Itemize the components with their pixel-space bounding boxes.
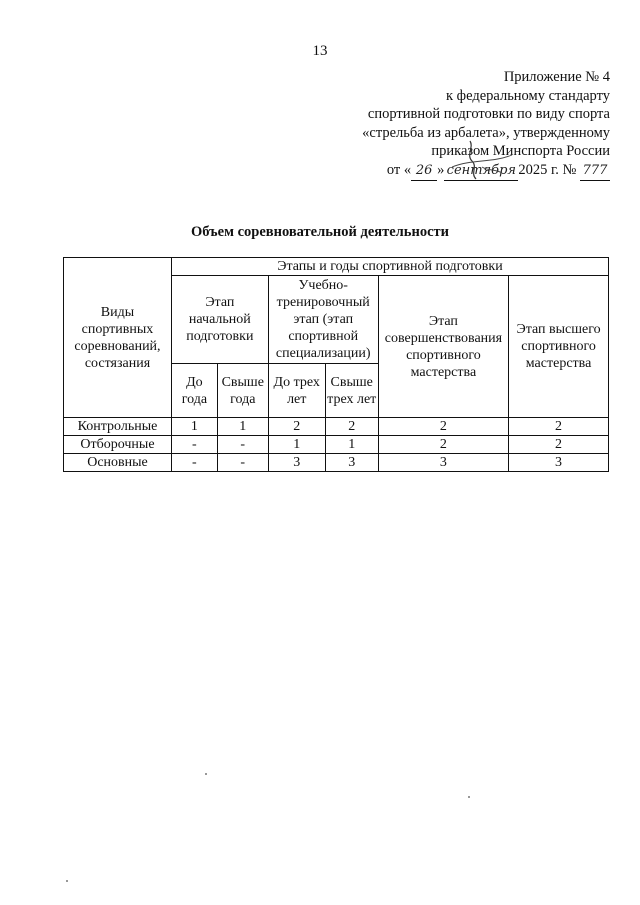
table-row: [64, 436, 609, 454]
table-cell: 3: [509, 454, 609, 472]
table-cell: 2: [378, 418, 508, 436]
signature-scribble: [412, 137, 532, 181]
date-prefix: от «: [386, 161, 412, 178]
appendix-line: спортивной подготовки по виду спорта: [367, 106, 610, 122]
table-cell: 3: [325, 454, 378, 472]
header-stage-higher: Этап высшего спортивного мастерства: [509, 276, 609, 418]
table-cell: 2: [378, 436, 508, 454]
table-cell: 1: [325, 436, 378, 454]
table-cell: 1: [268, 436, 325, 454]
table-header-row: [64, 258, 609, 276]
header-stage-initial: Этап начальной подготовки: [171, 276, 268, 364]
row-label: Отборочные: [64, 436, 172, 454]
scan-speck: [468, 796, 470, 798]
scan-speck: [205, 773, 207, 775]
table-cell: -: [171, 436, 217, 454]
date-day: 26: [411, 162, 437, 182]
appendix-line: к федеральному стандарту: [446, 87, 610, 104]
header-up-to-year: До года: [171, 364, 217, 418]
table-cell: 2: [268, 418, 325, 436]
header-stage-improvement: Этап совершенствования спортивного мастерства: [378, 276, 508, 418]
table-cell: -: [217, 436, 268, 454]
header-competition-type: Виды спортивных соревнований, состязания: [64, 258, 172, 418]
date-month: сентября: [444, 162, 518, 182]
table-cell: 1: [217, 418, 268, 436]
appendix-line: Приложение № 4: [503, 69, 610, 85]
table-cell: 3: [378, 454, 508, 472]
table-cell: 2: [509, 436, 609, 454]
appendix-line: приказом Минспорта России: [431, 143, 610, 159]
order-number: 777: [580, 162, 610, 182]
row-label: Основные: [64, 454, 172, 472]
row-label: Контрольные: [64, 418, 172, 436]
header-over-year: Свыше года: [217, 364, 268, 418]
table-cell: -: [217, 454, 268, 472]
header-over-three-years: Свыше трех лет: [325, 364, 378, 418]
table-cell: 2: [325, 418, 378, 436]
scan-speck: [66, 880, 68, 882]
table-cell: 2: [509, 418, 609, 436]
table-row: [64, 418, 609, 436]
table-cell: 3: [268, 454, 325, 472]
date-mid: »: [437, 161, 445, 178]
table-row: [64, 454, 609, 472]
header-stage-training: Учебно-тренировочный этап (этап спортивной специализации): [268, 276, 378, 364]
document-title: Объем соревновательной деятельности: [191, 224, 449, 240]
appendix-line: «стрельба из арбалета», утвержденному: [362, 124, 610, 141]
date-year: 2025 г. №: [518, 161, 577, 178]
page-number: 13: [312, 43, 328, 59]
table-cell: 1: [171, 418, 217, 436]
header-stages-years: Этапы и годы спортивной подготовки: [171, 258, 608, 276]
header-up-to-three-years: До трех лет: [268, 364, 325, 418]
table-cell: -: [171, 454, 217, 472]
competition-volume-table: [63, 257, 609, 472]
